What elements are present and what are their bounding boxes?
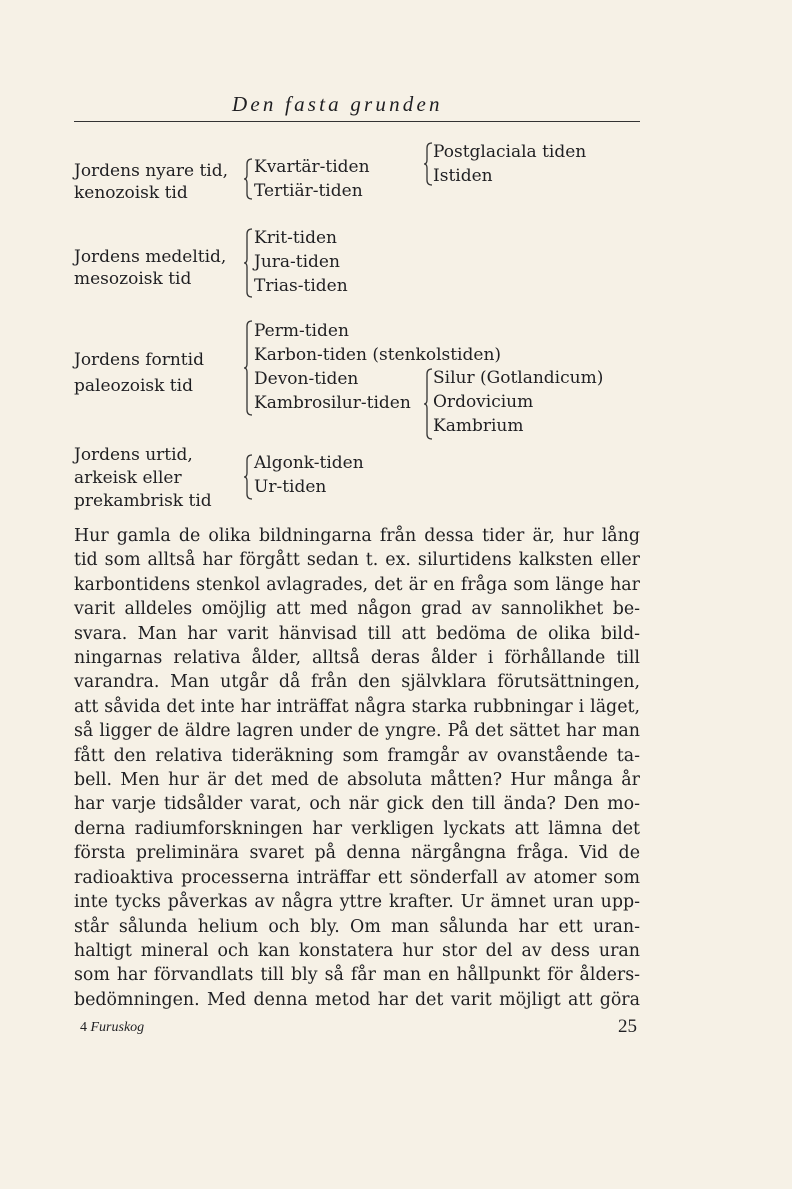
subperiod-item: Ordovicium: [433, 392, 534, 412]
epoch-group-quaternary: [433, 140, 586, 188]
body-line: tid som alltså har förgått sedan t. ex. silurtidens kalksten eller: [74, 550, 640, 571]
signature-mark: [80, 1020, 144, 1036]
body-line: fått den relativa tideräkning som framgår av ovanstående ta-: [74, 745, 640, 766]
body-line: som har förvandlats till bly så får man en hållpunkt för ålders-: [74, 965, 640, 986]
body-line: har varje tidsålder varat, och när gick den till ända? Den mo-: [74, 794, 640, 815]
body-line: Hur gamla de olika bildningarna från dessa tider är, hur lång: [74, 526, 640, 546]
running-title: Den fasta grunden: [232, 92, 443, 116]
era-label-kenozoic: [74, 160, 228, 204]
header-rule: [74, 121, 640, 122]
period-item: Perm-tiden: [254, 321, 349, 341]
era-label-line: prekambrisk tid: [74, 491, 212, 511]
body-line: varit alldeles omöjlig att med någon grad av sannolikhet be-: [74, 599, 640, 620]
subperiod-group-kambrosilur: [433, 366, 603, 438]
brace-precambrian: [244, 454, 254, 500]
period-item: Algonk-tiden: [254, 453, 364, 473]
page-number: 25: [618, 1016, 637, 1037]
period-item: Kambrosilur-tiden: [254, 393, 411, 413]
era-label-line: Jordens urtid,: [74, 445, 193, 465]
period-item: Devon-tiden: [254, 369, 359, 389]
body-line: karbontidens stenkol avlagrades, det är en fråga som länge har: [74, 574, 640, 595]
body-line: bell. Men hur är det med de absoluta måtten? Hur många år: [74, 770, 640, 791]
era-label-line: Jordens medeltid,: [74, 247, 227, 267]
era-label-line: Jordens forntid: [74, 350, 204, 370]
period-group-precambrian: [254, 451, 364, 499]
signature-name: Furuskog: [90, 1020, 145, 1035]
body-line: haltigt mineral och kan konstatera hur stor del av dess uran: [74, 940, 640, 961]
brace-mesozoic: [244, 228, 254, 298]
body-line: första preliminära svaret på denna närgångna fråga. Vid de: [74, 843, 640, 864]
brace-paleozoic: [244, 320, 254, 416]
body-line: radioaktiva processerna inträffar ett sönderfall av atomer som: [74, 867, 640, 888]
period-item: Krit-tiden: [254, 228, 337, 248]
epoch-item: Postglaciala tiden: [433, 142, 587, 162]
body-line: att såvida det inte har inträffat några starka rubbningar i läget,: [74, 696, 640, 717]
period-item: Kvartär-tiden: [254, 157, 370, 177]
body-line: så ligger de äldre lagren under de yngre. På det sättet har man: [74, 721, 640, 742]
body-line: derna radiumforskningen har verkligen lyckats att lämna det: [74, 818, 640, 839]
period-group-mesozoic: [254, 226, 348, 298]
body-line: bedömningen. Med denna metod har det varit möjligt att göra: [74, 989, 640, 1010]
body-line: står sålunda helium och bly. Om man sålunda har ett uran-: [74, 916, 640, 937]
signature-number: 4: [80, 1020, 87, 1035]
era-label-line: paleozoisk tid: [74, 376, 193, 396]
period-item: Trias-tiden: [254, 276, 348, 296]
body-line: inte tycks påverkas av några yttre krafter. Ur ämnet uran upp-: [74, 892, 640, 913]
subperiod-item: Silur (Gotlandicum): [433, 368, 604, 388]
period-item: Karbon-tiden (stenkolstiden): [254, 345, 502, 365]
body-line: varandra. Man utgår då från den självklara förutsättningen,: [74, 672, 640, 693]
era-label-precambrian: [74, 444, 212, 513]
period-item: Ur-tiden: [254, 477, 327, 497]
brace-kenozoic: [244, 158, 254, 200]
era-label-line: Jordens nyare tid,: [74, 161, 229, 181]
subperiod-item: Kambrium: [433, 416, 524, 436]
body-line: ningarnas relativa ålder, alltså deras ålder i förhållande till: [74, 648, 640, 669]
era-label-line: kenozoisk tid: [74, 183, 188, 203]
body-line: svara. Man har varit hänvisad till att bedöma de olika bild-: [74, 623, 640, 644]
era-label-mesozoic: [74, 246, 226, 290]
epoch-item: Istiden: [433, 166, 493, 186]
era-label-paleozoic: [74, 347, 204, 399]
period-group-kenozoic: [254, 155, 370, 203]
era-label-line: mesozoisk tid: [74, 269, 192, 289]
period-item: Jura-tiden: [254, 252, 340, 272]
era-label-line: arkeisk eller: [74, 468, 182, 488]
body-paragraph: [74, 524, 640, 1012]
period-item: Tertiär-tiden: [254, 181, 363, 201]
